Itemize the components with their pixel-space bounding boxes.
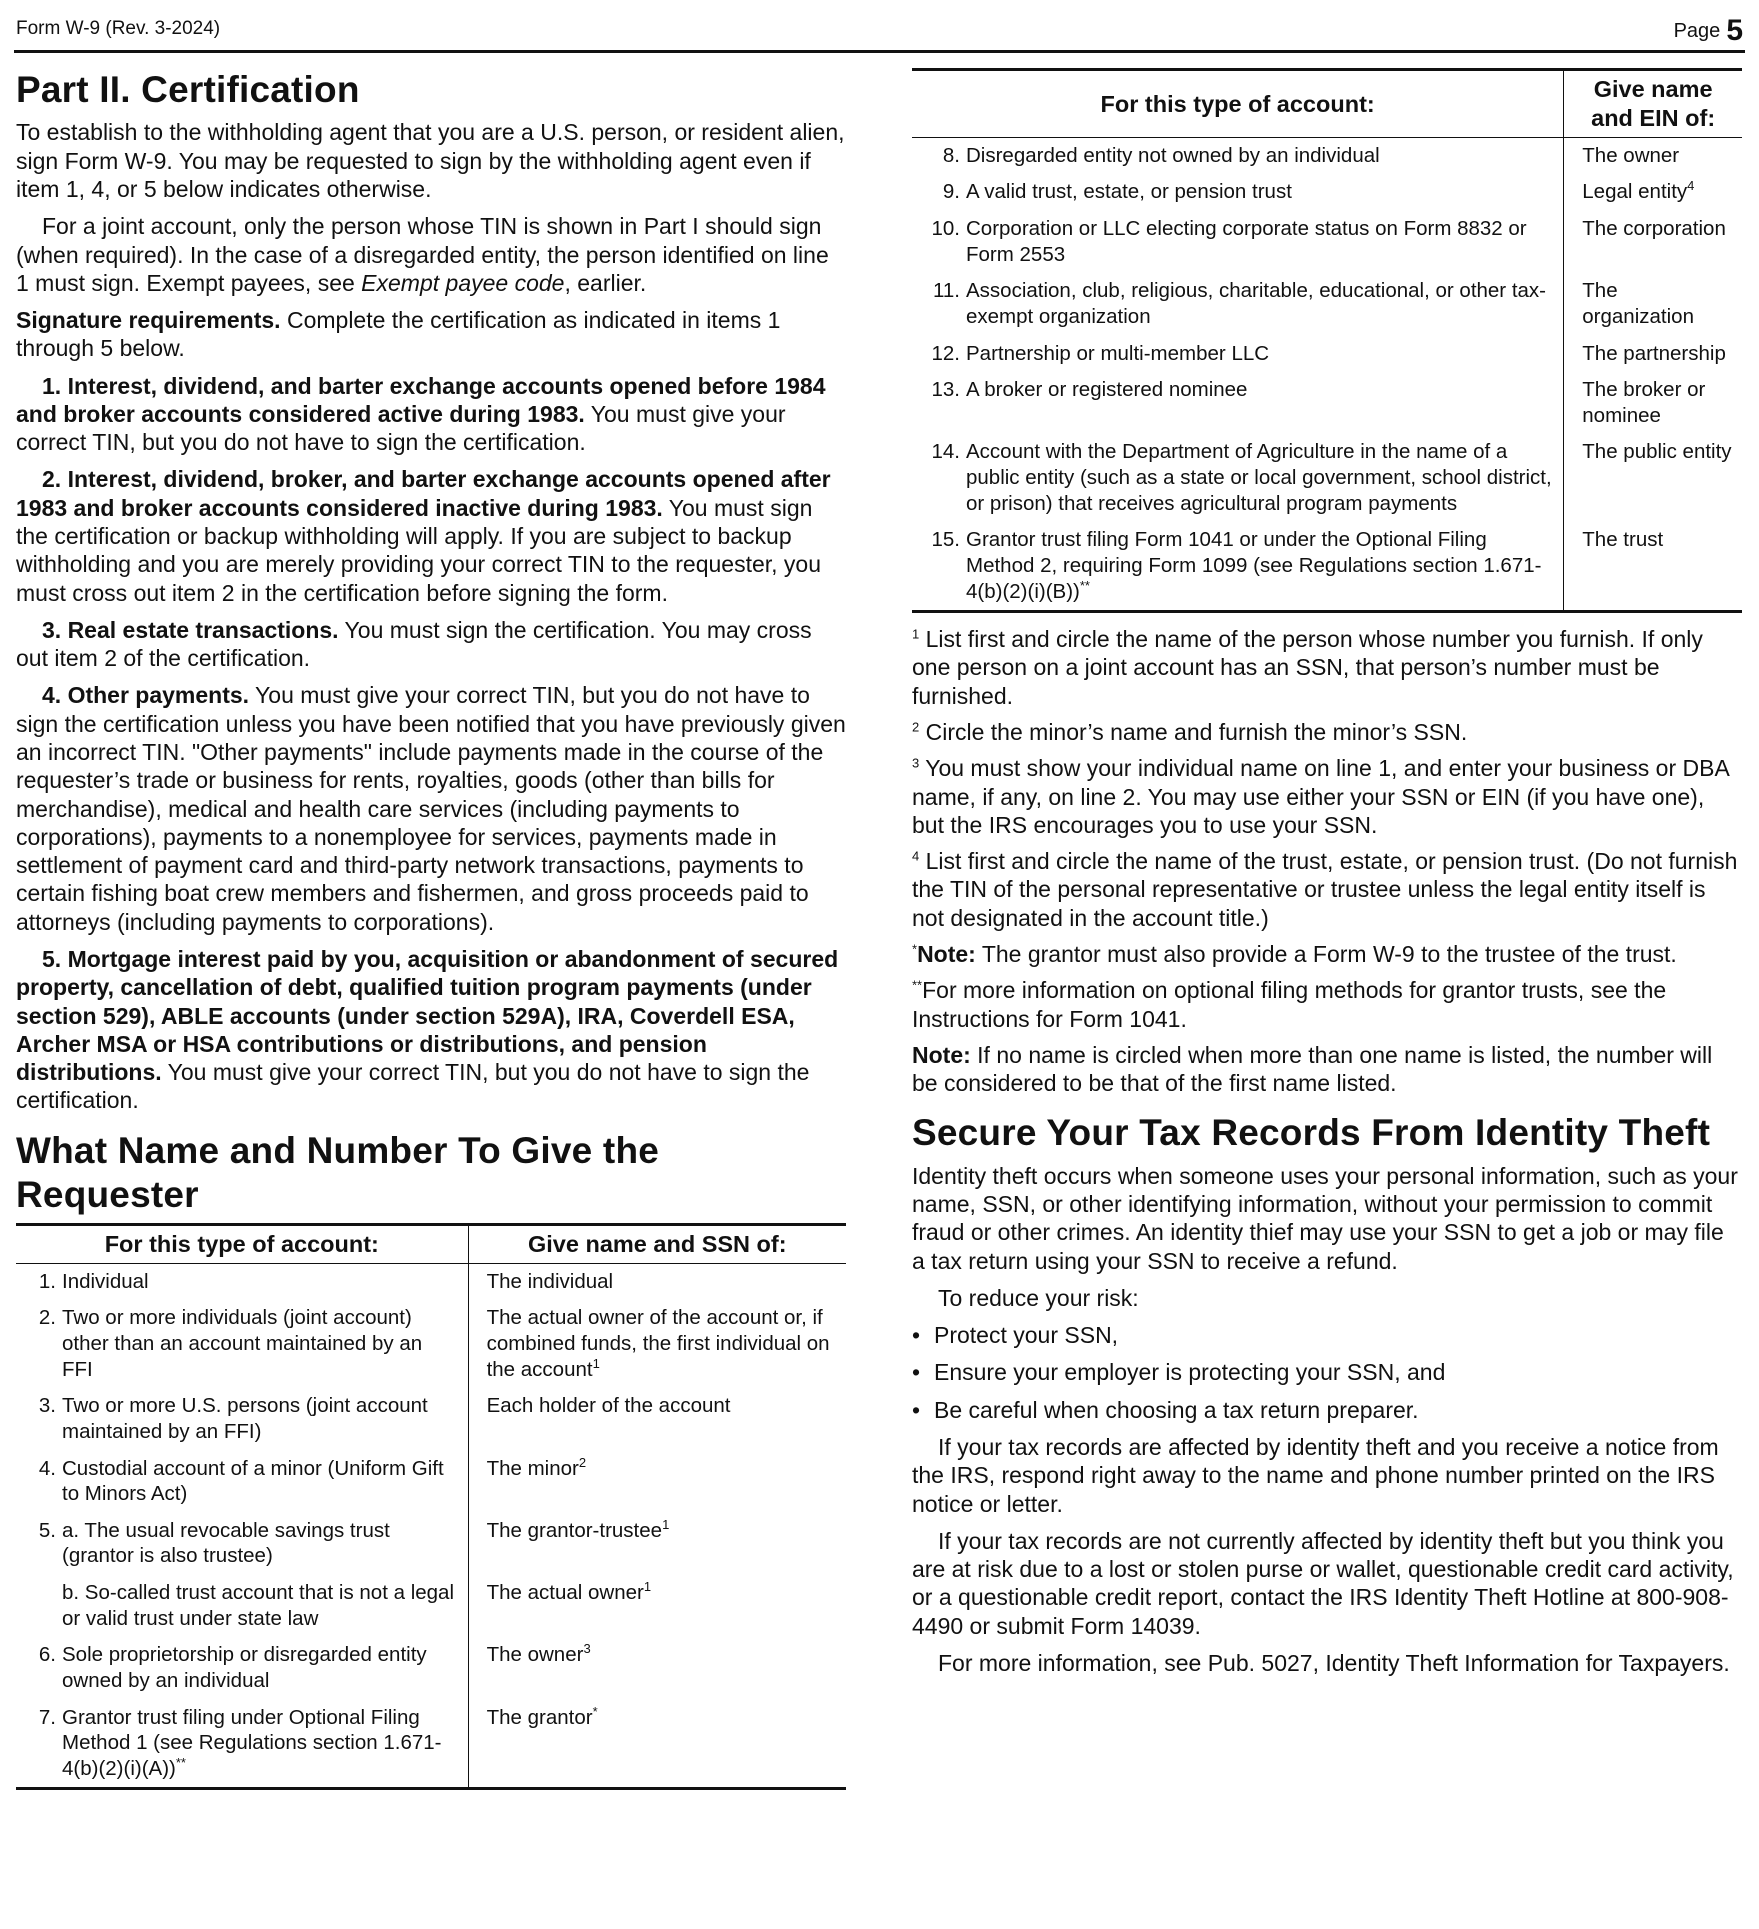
page-label: Page xyxy=(1673,20,1721,42)
table-header-row xyxy=(912,70,1742,138)
column-header-account: For this type of account: xyxy=(912,70,1564,138)
form-title: Form W-9 (Rev. 3-2024) xyxy=(16,18,221,39)
ssn-table xyxy=(16,1223,846,1790)
bullet-icon: • xyxy=(912,1322,921,1349)
table-row: 13. A broker or registered nominee The broker or nominee xyxy=(912,372,1742,434)
cert-item-1: 1. Interest, dividend, and barter exchange accounts opened before 1984 and broker accounts considered active during 1983. You must give your correct TIN, but you do not have to sign the certification. xyxy=(16,372,826,456)
page-header xyxy=(14,10,1745,53)
table-row: 15. Grantor trust filing Form 1041 or under the Optional Filing Method 2, requiring Form 1099 (see Regulations section 1.671-4(b)(2)(i)(B))** The trust xyxy=(912,522,1742,611)
page-indicator xyxy=(1674,14,1743,48)
joint-account-paragraph: For a joint account, only the person whose TIN is shown in Part I should sign (when required). In the case of a disregarded entity, the person identified on line 1 must sign. Exempt payees, see Exempt payee code, earlier. xyxy=(16,213,829,296)
secure-records-heading: Secure Your Tax Records From Identity Theft xyxy=(912,1112,1711,1154)
list-item: • Ensure your employer is protecting your SSN, and xyxy=(912,1359,1446,1386)
exempt-payee-code-ref: Exempt payee code xyxy=(361,269,565,296)
part2-heading: Part II. Certification xyxy=(16,69,360,110)
table-row: 1. Individual The individual xyxy=(16,1263,846,1300)
list-item: • Protect your SSN, xyxy=(912,1322,1119,1349)
footnote-optional-filing: **For more information on optional filing methods for grantor trusts, see the Instructions for Form 1041. xyxy=(912,977,1667,1032)
ein-table xyxy=(912,68,1742,613)
signature-requirements: Signature requirements. Complete the certification as indicated in items 1 through 5 below. xyxy=(16,307,781,362)
table-row: 10. Corporation or LLC electing corporate status on Form 8832 or Form 2553 The corporation xyxy=(912,211,1742,273)
table-row: 9. A valid trust, estate, or pension trust Legal entity$^4$ xyxy=(912,174,1742,211)
column-header-account: For this type of account: xyxy=(16,1225,468,1263)
reduce-risk-lead: To reduce your risk: xyxy=(938,1284,1139,1311)
bullet-icon: • xyxy=(912,1396,921,1423)
identity-theft-intro: Identity theft occurs when someone uses your personal information, such as your name, SSN, or other identifying information, without your permission to commit fraud or other crimes. An identity thief may use your SSN to get a job or may file a tax return using your SSN to receive a refund. xyxy=(912,1162,1738,1274)
footnote-grantor-note: *Note: The grantor must also provide a Form W-9 to the trustee of the trust. xyxy=(912,940,1677,967)
table-row: 5. a. The usual revocable savings trust (grantor is also trustee) The grantor-trustee$^1$ xyxy=(16,1513,846,1575)
more-info-paragraph: For more information, see Pub. 5027, Identity Theft Information for Taxpayers. xyxy=(938,1649,1730,1676)
part2-intro: To establish to the withholding agent that you are a U.S. person, or resident alien, sign Form W-9. You may be requested to sign by the withholding agent even if item 1, 4, or 5 below indicates otherwise. xyxy=(16,119,845,202)
table-row: 4. Custodial account of a minor (Uniform Gift to Minors Act) The minor$^2$ xyxy=(16,1451,846,1513)
table-row: 12. Partnership or multi-member LLC The partnership xyxy=(912,336,1742,373)
note-no-name-circled: Note: If no name is circled when more than one name is listed, the number will be considered to be that of the first name listed. xyxy=(912,1041,1713,1097)
footnote-4: $^4$ List first and circle the name of the trust, estate, or pension trust. (Do not furnish the TIN of the personal representative or trustee unless the legal entity itself is not designated in the account title.) xyxy=(912,848,1738,931)
page-number: 5 xyxy=(1726,14,1743,47)
left-column xyxy=(16,68,846,1790)
affected-records-paragraph: If your tax records are affected by identity theft and you receive a notice from the IRS, respond right away to the name and phone number printed on the IRS notice or letter. xyxy=(912,1433,1719,1517)
column-header-give-ein: Give name and EIN of: xyxy=(1564,70,1742,138)
bullet-icon: • xyxy=(912,1359,921,1386)
footnote-1: $^1$ List first and circle the name of the person whose number you furnish. If only one person on a joint account has an SSN, that person’s number must be furnished. xyxy=(912,626,1703,709)
table-row: 8. Disregarded entity not owned by an individual The owner xyxy=(912,137,1742,174)
table-row: 11. Association, club, religious, charitable, educational, or other tax-exempt organization The organization xyxy=(912,273,1742,335)
table-row: 3. Two or more U.S. persons (joint account maintained by an FFI) Each holder of the account xyxy=(16,1388,846,1450)
cert-item-5: 5. Mortgage interest paid by you, acquisition or abandonment of secured property, cancellation of debt, qualified tuition program payments (under section 529), ABLE accounts (under section 529A), IRA, Coverdell ESA, Archer MSA or HSA contributions or distributions, and pension distributions. You must give your correct TIN, but you do not have to sign the certification. xyxy=(16,945,839,1114)
table-row: 6. Sole proprietorship or disregarded entity owned by an individual The owner$^3$ xyxy=(16,1637,846,1699)
at-risk-paragraph: If your tax records are not currently affected by identity theft but you think you are at risk due to a lost or stolen purse or wallet, questionable credit card activity, or a questionable credit report, contact the IRS Identity Theft Hotline at 800-908-4490 or submit Form 14039. xyxy=(912,1527,1734,1639)
table-row: 7. Grantor trust filing under Optional Filing Method 1 (see Regulations section 1.671-4(b)(2)(i)(A))** The grantor* xyxy=(16,1700,846,1789)
footnote-3: $^3$ You must show your individual name on line 1, and enter your business or DBA name, if any, on line 2. You may use either your SSN or EIN (if you have one), but the IRS encourages you to use your SSN. xyxy=(912,755,1729,838)
list-item: • Be careful when choosing a tax return preparer. xyxy=(912,1396,1419,1423)
cert-item-2: 2. Interest, dividend, broker, and barter exchange accounts opened after 1983 and broker accounts considered inactive during 1983. You must sign the certification or backup withholding will apply. If you are subject to backup withholding and you are merely providing your correct TIN to the requester, you must cross out item 2 in the certification before signing the form. xyxy=(16,466,831,606)
column-header-give-ssn: Give name and SSN of: xyxy=(468,1225,846,1263)
footnote-2: $^2$ Circle the minor’s name and furnish the minor’s SSN. xyxy=(912,718,1468,745)
table-row: 2. Two or more individuals (joint account) other than an account maintained by an FFI The actual owner of the account or, if combined funds, the first individual on the account$^1$ xyxy=(16,1300,846,1388)
table-row: b. So-called trust account that is not a legal or valid trust under state law The actual owner$^1$ xyxy=(16,1575,846,1637)
cert-item-4: 4. Other payments. You must give your correct TIN, but you do not have to sign the certification unless you have been notified that you have previously given an incorrect TIN. "Other payments" include payments made in the course of the requester’s trade or business for rents, royalties, goods (other than bills for merchandise), medical and health care services (including payments to corporations), payments to a nonemployee for services, payments made in settlement of payment card and third-party network transactions, payments to certain fishing boat crew members and fishermen, and gross proceeds paid to attorneys (including payments to corporations). xyxy=(16,682,846,935)
right-column xyxy=(912,68,1742,1686)
table-row: 14. Account with the Department of Agriculture in the name of a public entity (such as a state or local government, school district, or prison) that receives agricultural program payments The public entity xyxy=(912,434,1742,522)
cert-item-3: 3. Real estate transactions. You must sign the certification. You may cross out item 2 of the certification. xyxy=(16,616,812,672)
table-header-row xyxy=(16,1225,846,1263)
what-name-heading: What Name and Number To Give the Requester xyxy=(16,1129,660,1216)
